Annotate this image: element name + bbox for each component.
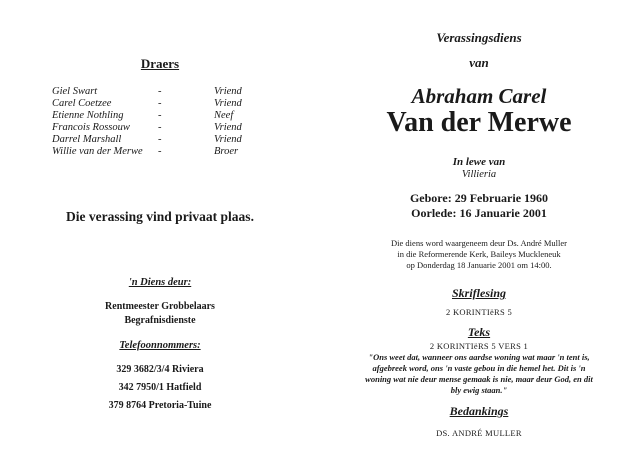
- service-title-of: van: [469, 55, 489, 70]
- bearer-name: Francois Rossouw: [52, 122, 130, 133]
- bearer-relation: Vriend: [214, 122, 242, 133]
- bearer-dash: -: [158, 86, 162, 97]
- service-detail-line: op Donderdag 18 Januarie 2001 om 14:00.: [406, 260, 552, 270]
- bearer-relation: Vriend: [214, 98, 242, 109]
- phones-title: Telefoonnommers:: [119, 340, 201, 351]
- scripture-quote-line: afgebreek word, ons 'n vaste gebou in die hemel het. Dit is 'n: [372, 363, 586, 373]
- bearer-dash: -: [158, 122, 162, 133]
- text-title: Teks: [467, 325, 491, 339]
- text-reference: 2 KORINTIëRS 5 VERS 1: [429, 341, 529, 351]
- bearer-name: Darrel Marshall: [52, 134, 122, 145]
- service-by-title: 'n Diens deur:: [128, 277, 192, 288]
- thanks-name: DS. ANDRÉ MULLER: [436, 428, 522, 438]
- private-cremation-note: Die verassing vind privaat plaas.: [66, 209, 254, 224]
- deceased-first-names: Abraham Carel: [411, 84, 547, 108]
- bearer-name: Giel Swart: [52, 86, 98, 97]
- undertaker-name: Rentmeester Grobbelaars: [105, 301, 215, 312]
- bearer-dash: -: [158, 98, 162, 109]
- lived-label: In lewe van: [452, 156, 506, 168]
- lived-place: Villieria: [461, 169, 497, 180]
- deceased-surname: Van der Merwe: [386, 107, 572, 138]
- bearer-relation: Vriend: [214, 134, 242, 145]
- phone-number: 379 8764 Pretoria-Tuine: [108, 400, 212, 411]
- bearer-name: Etienne Nothling: [52, 110, 124, 121]
- service-detail-line: Die diens word waargeneem deur Ds. André Muller: [391, 238, 567, 248]
- scripture-quote-line: bly ewig staan.": [450, 385, 508, 395]
- birth-date: Gebore: 29 Februarie 1960: [409, 191, 549, 205]
- right-panel: [320, 0, 638, 451]
- bearer-name: Willie van der Merwe: [52, 146, 143, 157]
- service-title: Verassingsdiens: [436, 30, 522, 45]
- phone-number: 342 7950/1 Hatfield: [118, 382, 202, 393]
- thanks-title: Bedankings: [449, 404, 509, 418]
- undertaker-service: Begrafnisdienste: [124, 315, 196, 326]
- bearer-relation: Neef: [214, 110, 234, 121]
- scripture-quote-line: "Ons weet dat, wanneer ons aardse woning wat maar 'n tent is,: [368, 352, 590, 362]
- service-detail-line: in die Reformerende Kerk, Baileys Muckleneuk: [397, 249, 561, 259]
- scripture-title: Skriflesing: [451, 286, 506, 300]
- bearer-name: Carel Coetzee: [52, 98, 112, 109]
- scripture-reference: 2 KORINTIëRS 5: [445, 307, 513, 317]
- bearers-title: Draers: [140, 56, 180, 71]
- death-date: Oorlede: 16 Januarie 2001: [411, 206, 547, 220]
- scripture-quote-line: woning wat nie deur mense gemaak is nie, maar deur God, en dit: [365, 374, 593, 384]
- bearer-dash: -: [158, 110, 162, 121]
- bearer-dash: -: [158, 134, 162, 145]
- bearer-relation: Vriend: [214, 86, 242, 97]
- bearer-dash: -: [158, 146, 162, 157]
- phone-number: 329 3682/3/4 Riviera: [116, 364, 204, 375]
- bearer-relation: Broer: [214, 146, 239, 157]
